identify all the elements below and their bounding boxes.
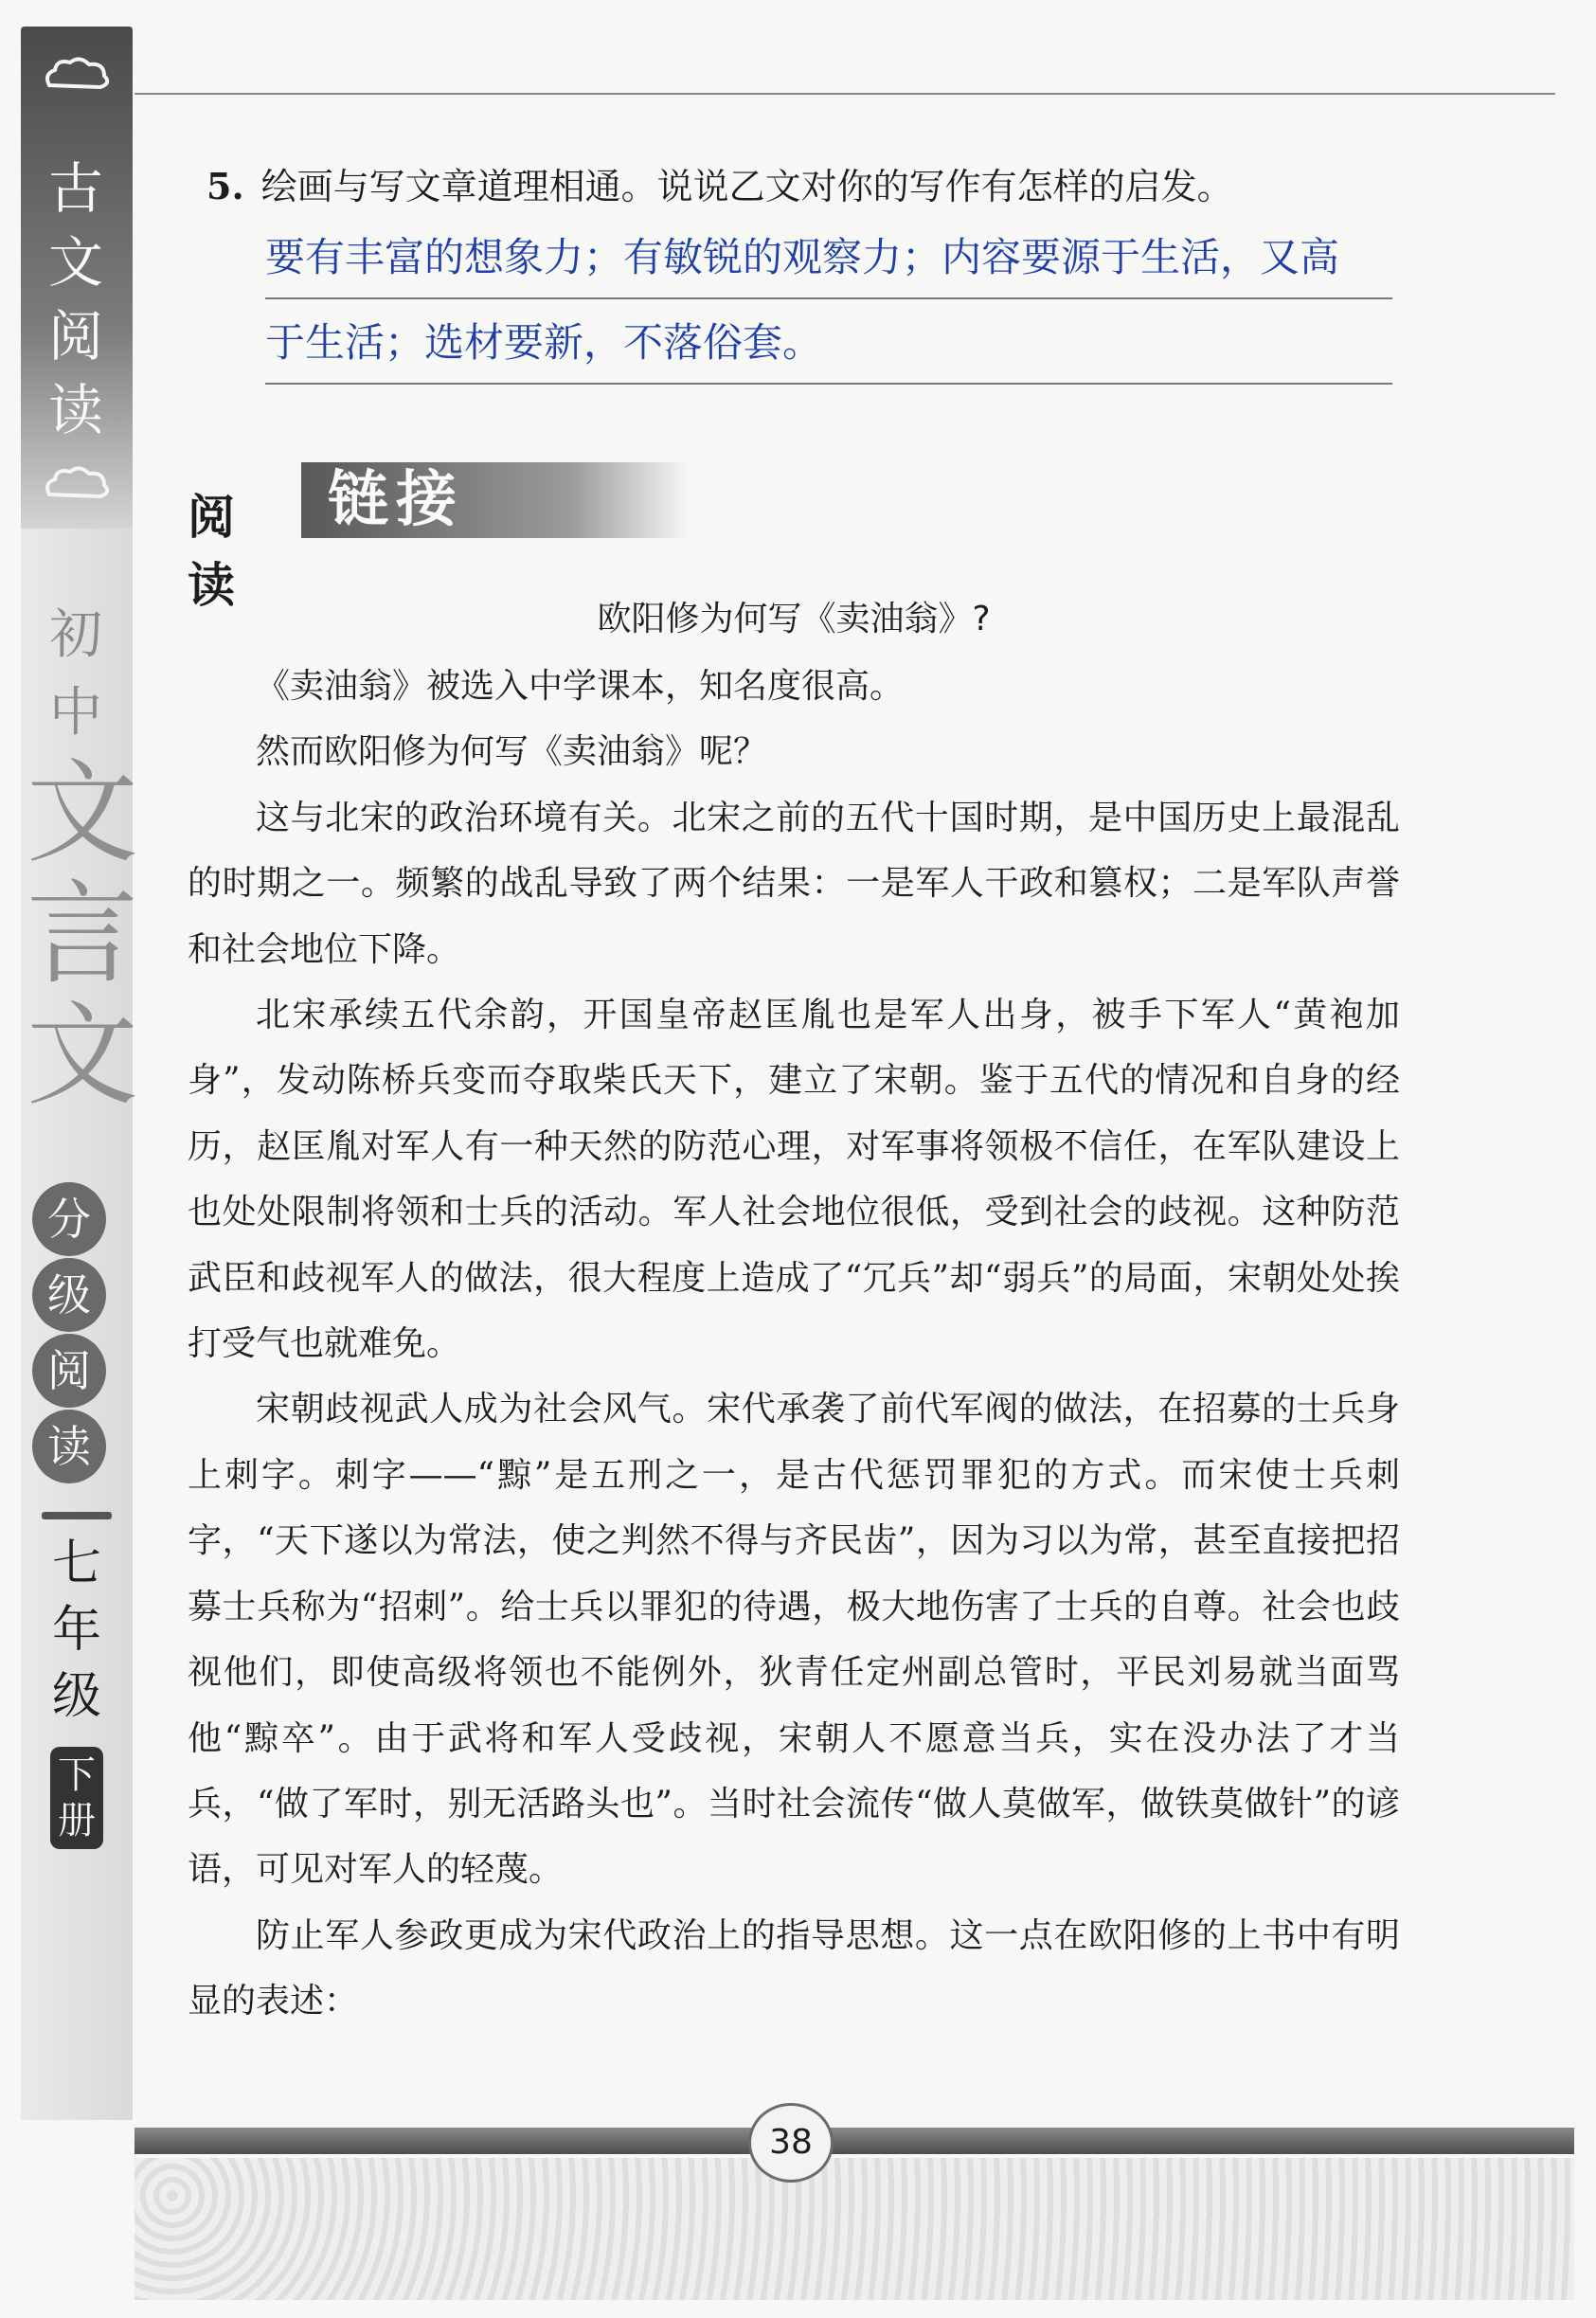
paragraph: 北宋承续五代余韵，开国皇帝赵匡胤也是军人出身，被手下军人“黄袍加身”，发动陈桥兵变而夺取柴氏天下，建立了宋朝。鉴于五代的情况和自身的经历，赵匡胤对军人有一种天然的防范心理，对军事将领极不信任，在军队建设上也处处限制将领和士兵的活动。军人社会地位很低，受到社会的歧视。这种防范武臣和歧视军人的做法，很大程度上造成了“冗兵”却“弱兵”的局面，宋朝处处挨打受气也就难免。: [188, 996, 1400, 1364]
section-label-highlight: 链接: [301, 462, 688, 538]
article-title: 欧阳修为何写《卖油翁》?: [597, 600, 991, 638]
sidebar-book-title: 古 文 阅 读: [47, 156, 103, 442]
paragraph: 防止军人参政更成为宋代政治上的指导思想。这一点在欧阳修的上书中有明显的表述：: [188, 1915, 1400, 2022]
paragraph: 然而欧阳修为何写《卖油翁》呢？: [256, 732, 768, 772]
sidebar-grade: 七 年 级 下册: [38, 1506, 116, 1849]
page-number: 38: [748, 2103, 834, 2183]
volume-badge: 下册: [50, 1747, 103, 1849]
answer-line: 于生活；选材要新，不落俗套。: [265, 299, 1392, 385]
handwritten-answer: [265, 214, 1392, 385]
footer-band: [134, 2128, 1574, 2154]
answer-line: 要有丰富的想象力；有敏锐的观察力；内容要源于生活，又高: [265, 214, 1392, 299]
cloud-ornament-icon: [42, 464, 112, 502]
question-text: 绘画与写文章道理相通。说说乙文对你的写作有怎样的启发。: [260, 166, 1233, 207]
header-rule: [134, 93, 1555, 95]
sidebar-divider: [42, 1512, 112, 1519]
sidebar-series-title: 初 中 文 言 文: [27, 604, 139, 1121]
paragraph: 宋朝歧视武人成为社会风气。宋代承袭了前代军阀的做法，在招募的士兵身上刺字。刺字——“黥”是五刑之一，是古代惩罚罪犯的方式。而宋使士兵刺字，“天下遂以为常法，使之判然不得与齐民齿”，因为习以为常，甚至直接把招募士兵称为“招刺”。给士兵以罪犯的待遇，极大地伤害了士兵的自尊。社会也歧视他们，即使高级将领也不能例外，狄青任定州副总管时，平民刘易就当面骂他“黥卒”。由于武将和军人受歧视，宋朝人不愿意当兵，实在没办法了才当兵，“做了军时，别无活路头也”。当时社会流传“做人莫做军，做铁莫做针”的谚语，可见对军人的轻蔑。: [188, 1390, 1400, 1890]
sidebar-level-badges: 分 级 阅 读: [32, 1182, 106, 1485]
question-number: 5.: [206, 165, 244, 207]
question-5: [206, 163, 1390, 210]
paragraph: 这与北宋的政治环境有关。北宋之前的五代十国时期，是中国历史上最混乱的时期之一。频繁的战乱导致了两个结果：一是军人干政和篡权；二是军队声誉和社会地位下降。: [188, 798, 1400, 969]
paragraph: 《卖油翁》被选入中学课本，知名度很高。: [256, 667, 905, 706]
section-label: 阅 读: [188, 489, 242, 613]
footer-pattern: [134, 2158, 1574, 2300]
cloud-ornament-icon: [42, 55, 112, 93]
article-body: [188, 654, 1400, 2035]
